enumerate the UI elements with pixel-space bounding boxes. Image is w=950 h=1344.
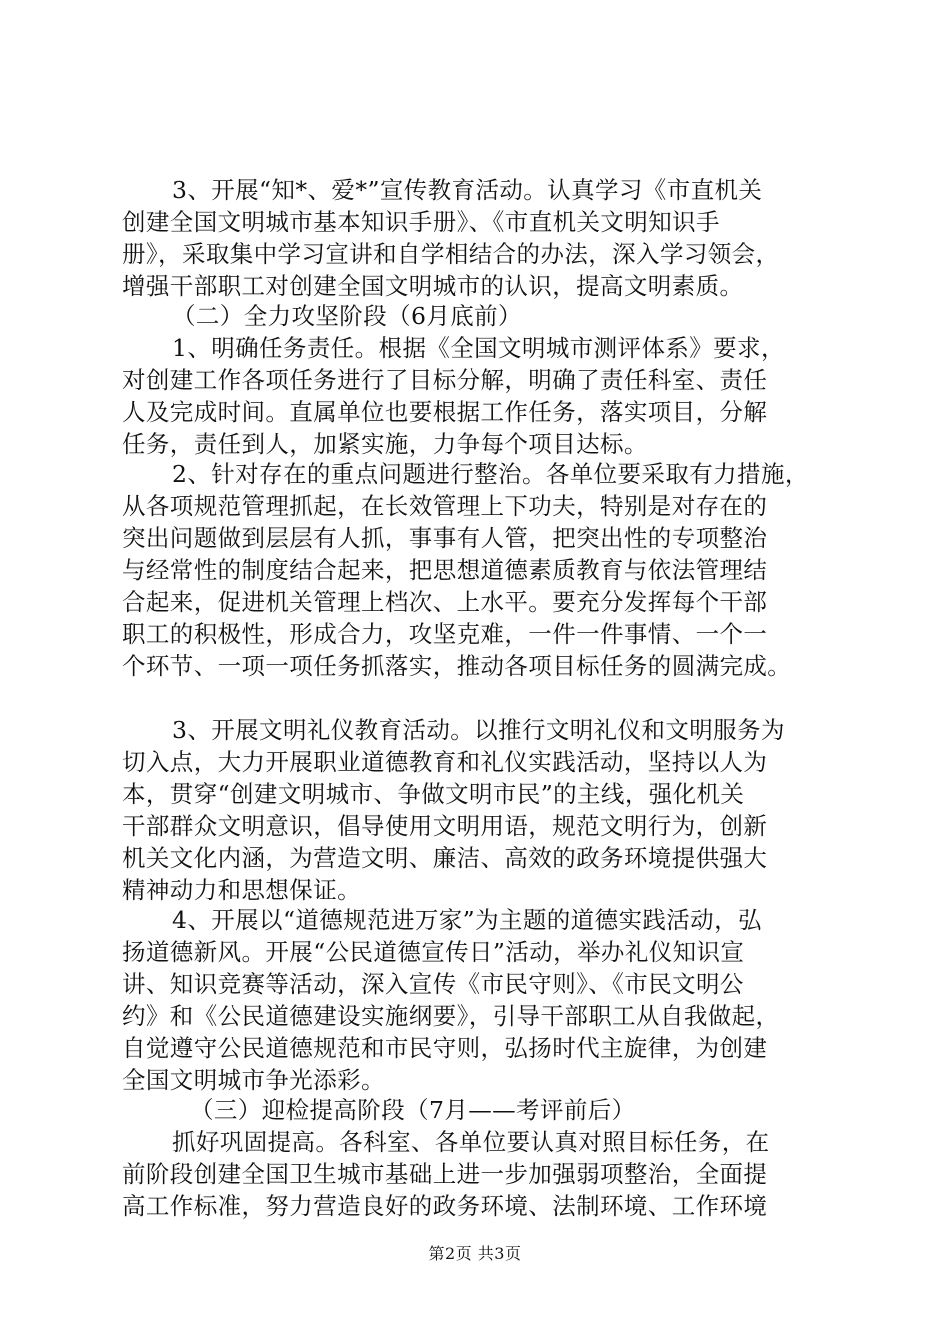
- paragraph-line: 扬道德新风。开展“公民道德宣传日”活动，举办礼仪知识宣: [122, 938, 745, 966]
- paragraph-line: 干部群众文明意识，倡导使用文明用语，规范文明行为，创新: [122, 812, 768, 840]
- paragraph-line: 人及完成时间。直属单位也要根据工作任务，落实项目，分解: [122, 398, 768, 426]
- paragraph-line: 册》，采取集中学习宣讲和自学相结合的办法，深入学习领会，: [122, 240, 780, 268]
- paragraph-line: 机关文化内涵，为营造文明、廉洁、高效的政务环境提供强大: [122, 844, 768, 872]
- paragraph-line: 高工作标准，努力营造良好的政务环境、法制环境、工作环境: [122, 1192, 768, 1220]
- paragraph-line: 抓好巩固提高。各科室、各单位要认真对照目标任务，在: [172, 1128, 770, 1156]
- paragraph-line: 与经常性的制度结合起来，把思想道德素质教育与依法管理结: [122, 556, 768, 584]
- paragraph-line: 从各项规范管理抓起，在长效管理上下功夫，特别是对存在的: [122, 492, 768, 520]
- paragraph-line: 对创建工作各项任务进行了目标分解，明确了责任科室、责任: [122, 366, 768, 394]
- paragraph-line: 自觉遵守公民道德规范和市民守则，弘扬时代主旋律，为创建: [122, 1034, 768, 1062]
- paragraph-line: 精神动力和思想保证。: [122, 876, 361, 904]
- paragraph-line: 全国文明城市争光添彩。: [122, 1066, 385, 1094]
- paragraph-line: 个环节、一项一项任务抓落实，推动各项目标任务的圆满完成。: [122, 652, 792, 680]
- paragraph-line: 前阶段创建全国卫生城市基础上进一步加强弱项整治，全面提: [122, 1160, 768, 1188]
- paragraph-line: 切入点，大力开展职业道德教育和礼仪实践活动，坚持以人为: [122, 748, 768, 776]
- paragraph-line: 创建全国文明城市基本知识手册》、《市直机关文明知识手: [122, 208, 720, 236]
- paragraph-line: 3、开展文明礼仪教育活动。以推行文明礼仪和文明服务为: [172, 716, 785, 744]
- paragraph-line: 突出问题做到层层有人抓，事事有人管，把突出性的专项整治: [122, 524, 768, 552]
- paragraph-line: 任务，责任到人，加紧实施，力争每个项目达标。: [122, 430, 648, 458]
- paragraph-line: 2、针对存在的重点问题进行整治。各单位要采取有力措施，: [172, 460, 809, 488]
- paragraph-line: 讲、知识竞赛等活动，深入宣传《市民守则》、《市民文明公: [122, 970, 744, 998]
- section-heading: （二）全力攻坚阶段（6月底前）: [172, 302, 522, 330]
- paragraph-line: 4、开展以“道德规范进万家”为主题的道德实践活动，弘: [172, 906, 762, 934]
- page-number-footer: 第2页 共3页: [428, 1244, 522, 1263]
- section-heading: （三）迎检提高阶段（7月——考评前后）: [190, 1096, 636, 1124]
- paragraph-line: 增强干部职工对创建全国文明城市的认识，提高文明素质。: [122, 272, 744, 300]
- paragraph-line: 约》和《公民道德建设实施纲要》，引导干部职工从自我做起，: [122, 1002, 780, 1030]
- paragraph-line: 职工的积极性，形成合力，攻坚克难，一件一件事情、一个一: [122, 620, 768, 648]
- paragraph-line: 合起来，促进机关管理上档次、上水平。要充分发挥每个干部: [122, 588, 768, 616]
- paragraph-line: 1、明确任务责任。根据《全国文明城市测评体系》要求，: [172, 334, 785, 362]
- paragraph-line: 3、开展“知*、爱*”宣传教育活动。认真学习《市直机关: [172, 176, 763, 204]
- paragraph-line: 本，贯穿“创建文明城市、争做文明市民”的主线，强化机关: [122, 780, 745, 808]
